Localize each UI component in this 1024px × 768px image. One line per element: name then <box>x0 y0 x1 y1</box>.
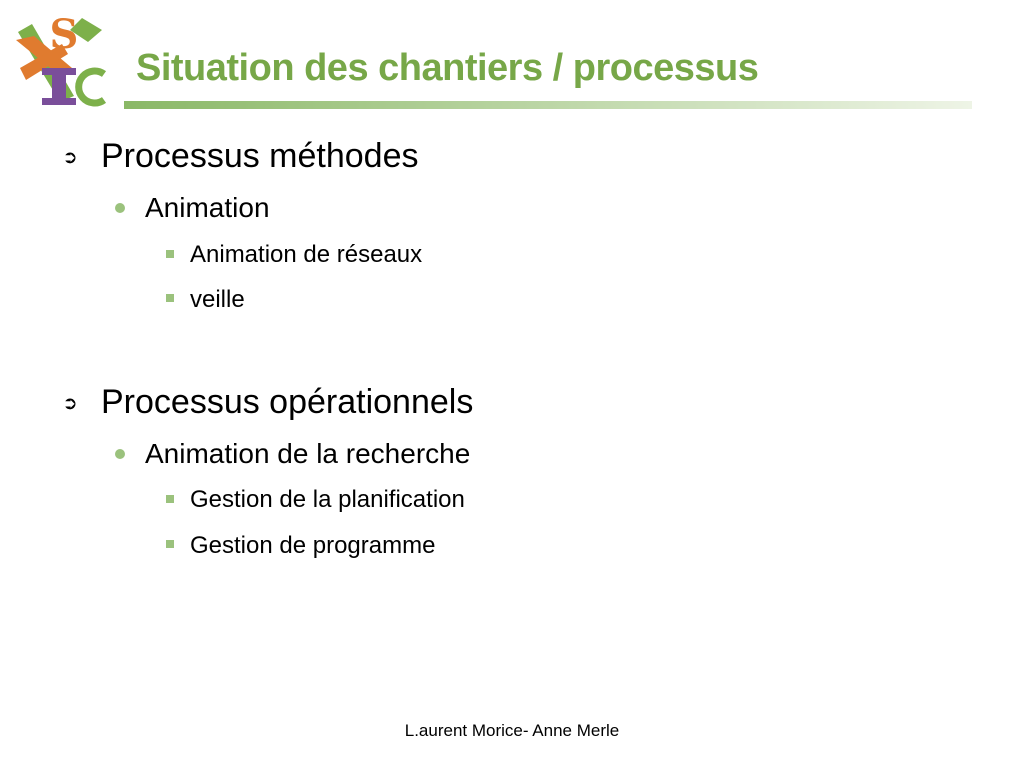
outline-item-level3: Gestion de la planification <box>190 486 465 513</box>
arrow-circle-bullet-icon: ➲ <box>62 147 78 168</box>
slide-footer-authors: L.aurent Morice- Anne Merle <box>404 721 620 740</box>
square-bullet-icon <box>166 294 174 302</box>
arrow-circle-bullet-icon: ➲ <box>62 393 78 414</box>
outline-item-level2: Animation de la recherche <box>145 438 471 469</box>
slide-title: Situation des chantiers / processus <box>136 47 759 89</box>
outline-item-level3: Animation de réseaux <box>190 241 423 268</box>
square-bullet-icon <box>166 250 174 258</box>
outline-item-level1: Processus méthodes <box>101 137 419 175</box>
svg-text:S: S <box>49 11 79 58</box>
outline-item-level1: Processus opérationnels <box>101 383 474 421</box>
square-bullet-icon <box>166 495 174 503</box>
square-bullet-icon <box>166 540 174 548</box>
outline-item-level2: Animation <box>145 192 270 223</box>
round-bullet-icon <box>115 203 125 213</box>
outline-item-level3: veille <box>190 286 245 313</box>
round-bullet-icon <box>115 449 125 459</box>
outline-item-level3: Gestion de programme <box>190 532 436 559</box>
